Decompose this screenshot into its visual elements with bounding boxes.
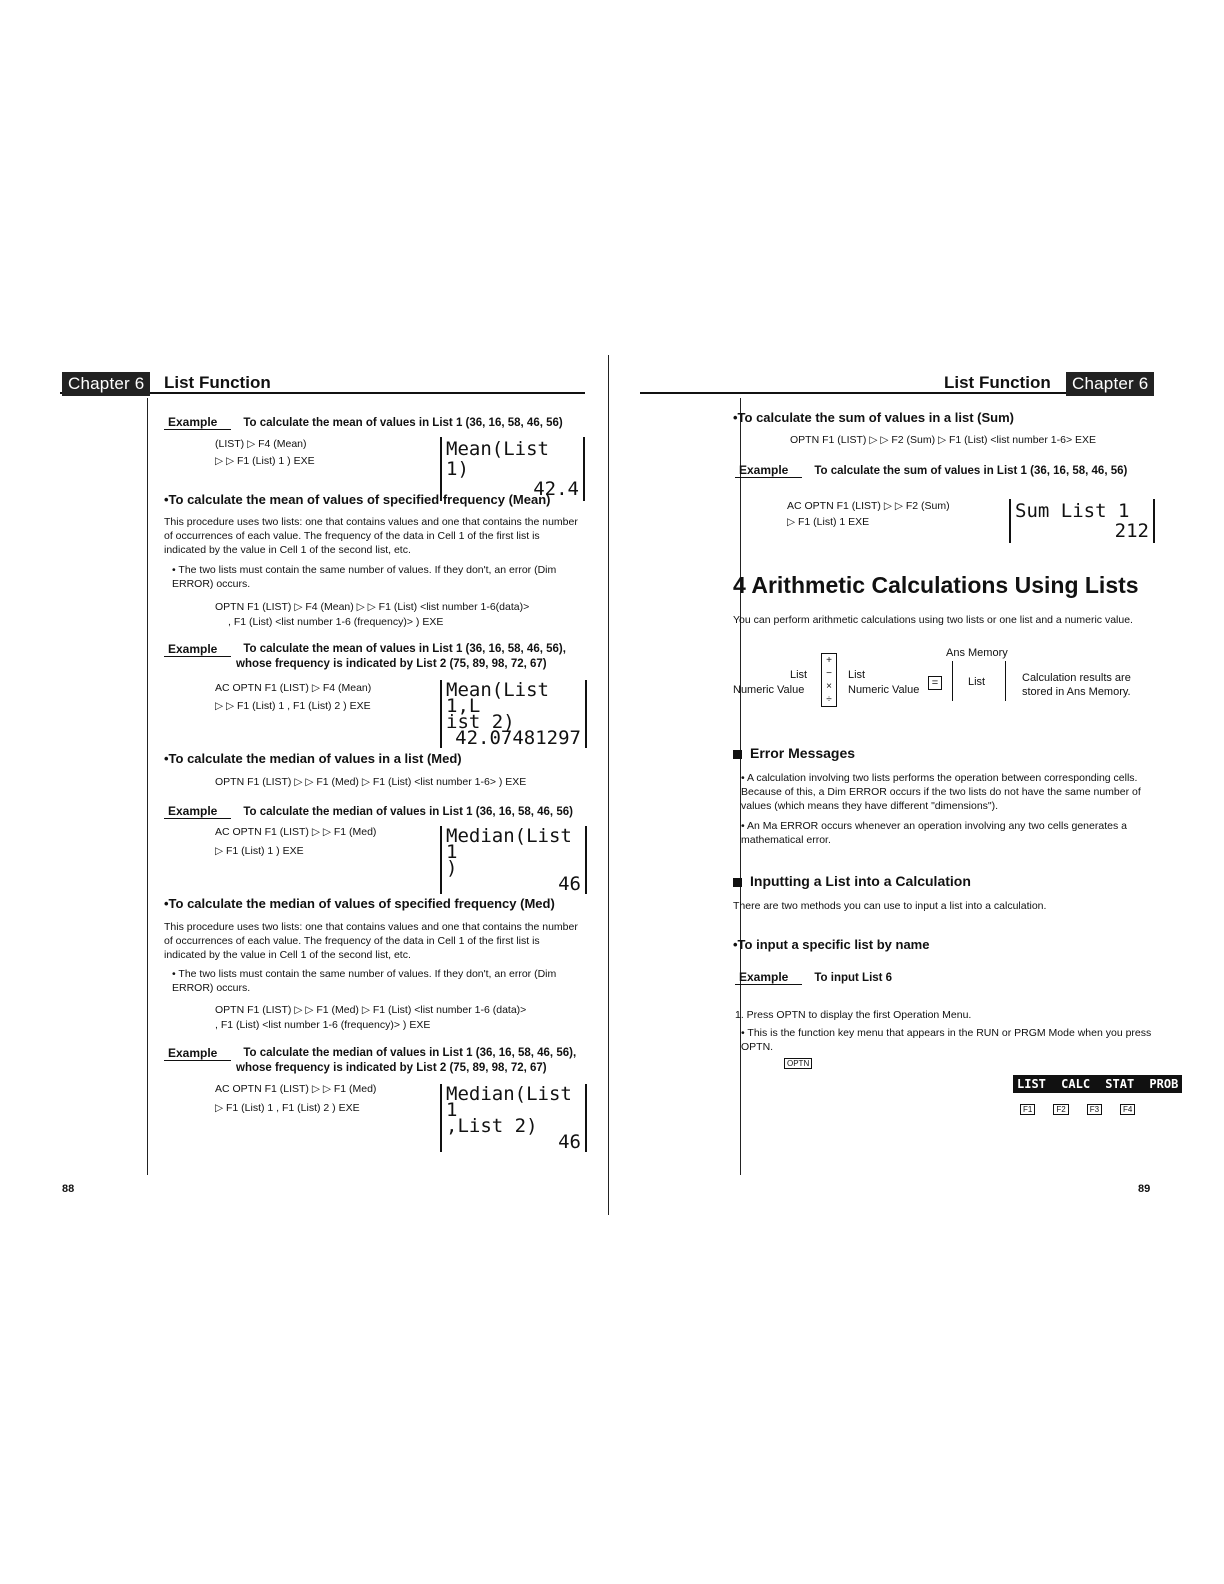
note-mean-frequency: • The two lists must contain the same number of values. If they don't, an error (Dim ERROR) occurs.: [172, 564, 557, 590]
f1-key[interactable]: F1: [1020, 1104, 1035, 1115]
example5-keys-2: ▷ F1 (List) 1 EXE: [787, 516, 870, 528]
right-chapter-badge: Chapter 6: [1066, 372, 1154, 396]
keys-mean-frequency-2: , F1 (List) <list number 1-6 (frequency)> ) EXE: [228, 616, 444, 628]
screen-line: Sum List 1: [1015, 500, 1130, 522]
note-median-frequency: • The two lists must contain the same number of values. If they don't, an error (Dim ERROR) occurs.: [172, 968, 557, 994]
screen-line: ist 2): [446, 711, 515, 733]
screen-line: ,List 2): [446, 1115, 538, 1137]
heading-median: •To calculate the median of values in a list (Med): [164, 751, 462, 766]
example-text: To calculate the sum of values in List 1 (36, 16, 58, 46, 56): [814, 465, 1128, 477]
error-messages-heading: [733, 745, 855, 761]
operator-times: ×: [826, 681, 832, 692]
f2-key[interactable]: F2: [1053, 1104, 1068, 1115]
screen-line: Mean(List 1): [446, 438, 549, 480]
example4-keys-1: AC OPTN F1 (LIST) ▷ ▷ F1 (Med): [215, 1083, 377, 1095]
diagram-result-list: List: [968, 676, 986, 688]
operator-minus: −: [826, 668, 832, 679]
screen-result: 46: [558, 873, 581, 895]
heading-sum: •To calculate the sum of values in a list (Sum): [733, 410, 1014, 425]
screen-line: Median(List 1: [446, 1083, 572, 1121]
operator-box: [821, 653, 837, 707]
square-bullet-icon: [733, 878, 742, 887]
menu-item-calc[interactable]: CALC: [1061, 1077, 1091, 1091]
left-page-number: 88: [62, 1183, 75, 1195]
right-page-title: List Function: [944, 373, 1051, 392]
menu-item-stat[interactable]: STAT: [1105, 1077, 1135, 1091]
function-keys: [1020, 1099, 1153, 1117]
calculator-screen: [1009, 499, 1155, 543]
example4-keys-2: ▷ F1 (List) 1 , F1 (List) 2 ) EXE: [215, 1102, 360, 1114]
screen-line: ): [446, 857, 458, 879]
example4-row: [164, 1046, 589, 1076]
example2-keys-1: AC OPTN F1 (LIST) ▷ F4 (Mean): [215, 682, 372, 694]
example-text: To calculate the mean of values in List 1 (36, 16, 58, 46, 56), whose frequency is indicated by List 2 (75, 89, 98, 72, 67): [236, 643, 566, 670]
menu-item-list[interactable]: LIST: [1017, 1077, 1046, 1091]
step-1: 1. Press OPTN to display the first Operation Menu.: [735, 1009, 972, 1021]
f3-key[interactable]: F3: [1087, 1104, 1102, 1115]
example-label: Example: [164, 1046, 231, 1061]
example2-row: [164, 642, 589, 672]
error-item-2: • An Ma ERROR occurs whenever an operation involving any two cells generates a mathematical error.: [741, 820, 1127, 846]
diagram-list-left: List: [790, 669, 808, 681]
example1-keys-2: ▷ ▷ F1 (List) 1 ) EXE: [215, 455, 315, 467]
operator-divide: ÷: [826, 694, 832, 705]
paragraph-median-frequency: This procedure uses two lists: one that contains values and one that contains the number of occurrences of each value. The frequency of the data in Cell 1 of the first list is indicated by the value in Cell 1 of the second list, etc.: [164, 921, 578, 961]
heading-median-frequency: •To calculate the median of values of specified frequency (Med): [164, 896, 555, 911]
example5-keys-1: AC OPTN F1 (LIST) ▷ ▷ F2 (Sum): [787, 500, 950, 512]
example-label: Example: [164, 804, 231, 819]
example2-keys-2: ▷ ▷ F1 (List) 1 , F1 (List) 2 ) EXE: [215, 700, 371, 712]
equals-key: =: [928, 676, 942, 690]
screen-result: 46: [558, 1131, 581, 1153]
screen-result: 212: [1114, 520, 1149, 542]
example-text: To calculate the mean of values in List 1 (36, 16, 58, 46, 56): [243, 417, 563, 429]
example3-keys-1: AC OPTN F1 (LIST) ▷ ▷ F1 (Med): [215, 826, 377, 838]
example6-row: [735, 968, 892, 986]
screen-result: 42.07481297: [455, 727, 581, 749]
keys-median: OPTN F1 (LIST) ▷ ▷ F1 (Med) ▷ F1 (List) <list number 1-6> ) EXE: [215, 776, 527, 788]
section-intro: You can perform arithmetic calculations using two lists or one list and a numeric value.: [733, 614, 1133, 626]
error-item-1: • A calculation involving two lists performs the operation between corresponding cells. Because of this, a Dim ERROR occurs if the two lists do not have the same number of values (which means they have different "dimensions").: [741, 772, 1141, 812]
menu-item-prob[interactable]: PROB: [1149, 1077, 1179, 1091]
diagram-result-note: Calculation results are stored in Ans Memory.: [1022, 672, 1131, 698]
example3-keys-2: ▷ F1 (List) 1 ) EXE: [215, 845, 304, 857]
diagram-ans-memory: Ans Memory: [946, 647, 1008, 659]
left-margin-line: [147, 398, 148, 1175]
heading-mean-frequency: •To calculate the mean of values of specified frequency (Mean): [164, 492, 551, 507]
inputting-heading: [733, 873, 971, 889]
example-label: Example: [735, 463, 802, 478]
example-label: Example: [164, 642, 231, 657]
keys-sum: OPTN F1 (LIST) ▷ ▷ F2 (Sum) ▷ F1 (List) <list number 1-6> EXE: [790, 434, 1097, 446]
example3-row: [164, 802, 589, 820]
heading-by-name: •To input a specific list by name: [733, 937, 930, 952]
section-title: 4 Arithmetic Calculations Using Lists: [733, 572, 1139, 598]
screen-line: Median(List 1: [446, 825, 572, 863]
step-1-note: • This is the function key menu that appears in the RUN or PRGM Mode when you press OPTN.: [741, 1027, 1152, 1053]
calculator-screen: [440, 1084, 587, 1152]
example-label: Example: [735, 970, 802, 985]
keys-mean-frequency-1: OPTN F1 (LIST) ▷ F4 (Mean) ▷ ▷ F1 (List) <list number 1-6(data)>: [215, 601, 530, 613]
diagram-numeric-right: Numeric Value: [848, 684, 920, 696]
example-text: To calculate the median of values in List 1 (36, 16, 58, 46, 56): [243, 806, 573, 818]
example5-row: [735, 461, 1155, 479]
diagram-numeric-left: Numeric Value: [733, 684, 805, 696]
screen-line: Mean(List 1,L: [446, 679, 549, 717]
error-heading-text: Error Messages: [750, 745, 856, 761]
diagram-list-right: List: [848, 669, 866, 681]
f4-key[interactable]: F4: [1120, 1104, 1135, 1115]
example-text: To input List 6: [814, 972, 893, 984]
keys-median-frequency-1: OPTN F1 (LIST) ▷ ▷ F1 (Med) ▷ F1 (List) <list number 1-6 (data)>: [215, 1004, 527, 1016]
paragraph-mean-frequency: This procedure uses two lists: one that contains values and one that contains the number of occurrences of each value. The frequency of the data in Cell 1 of the first list is indicated by the value in Cell 1 of the second list, etc.: [164, 516, 578, 556]
square-bullet-icon: [733, 750, 742, 759]
calculator-screen: [440, 826, 587, 894]
keys-median-frequency-2: , F1 (List) <list number 1-6 (frequency)> ) EXE: [215, 1019, 431, 1031]
example-label: Example: [164, 415, 231, 430]
example-text: To calculate the median of values in List 1 (36, 16, 58, 46, 56), whose frequency is indicated by List 2 (75, 89, 98, 72, 67): [236, 1047, 577, 1074]
example1-keys-1: (LIST) ▷ F4 (Mean): [215, 438, 307, 450]
input-heading-text: Inputting a List into a Calculation: [750, 873, 971, 889]
left-page-title: List Function: [164, 373, 271, 392]
gutter-line: [608, 355, 609, 1215]
example1-row: [164, 413, 584, 431]
function-key-menu: [1013, 1075, 1182, 1093]
calculator-screen: [440, 680, 587, 748]
operator-plus: +: [826, 655, 832, 666]
optn-key: OPTN: [784, 1058, 812, 1069]
screen-result: 42.4: [533, 478, 579, 500]
right-page-number: 89: [1138, 1183, 1151, 1195]
input-intro: There are two methods you can use to input a list into a calculation.: [733, 900, 1047, 912]
left-chapter-badge: Chapter 6: [62, 372, 150, 396]
